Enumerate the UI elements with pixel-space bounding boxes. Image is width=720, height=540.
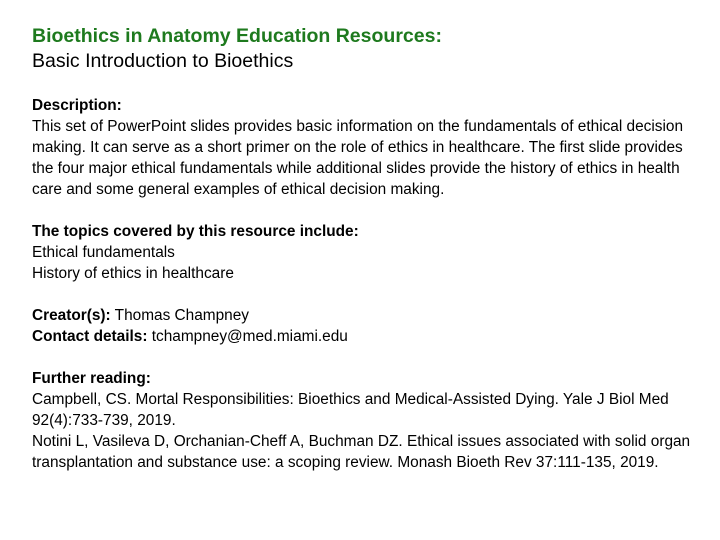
spacer: [32, 284, 692, 305]
topics-heading: The topics covered by this resource include:: [32, 223, 359, 240]
description-heading: Description:: [32, 97, 122, 114]
slide-content: [32, 24, 692, 473]
slide-title: Bioethics in Anatomy Education Resources:: [32, 25, 442, 47]
topic-item-history-of-ethics: History of ethics in healthcare: [32, 265, 234, 282]
contact-line: [32, 326, 692, 347]
topic-item-ethical-fundamentals: Ethical fundamentals: [32, 244, 175, 261]
spacer: [32, 200, 692, 221]
contact-value: tchampney@med.miami.edu: [147, 328, 348, 345]
slide-subtitle: Basic Introduction to Bioethics: [32, 50, 294, 72]
further-reading-heading: Further reading:: [32, 370, 151, 387]
spacer: [32, 347, 692, 368]
description-text: This set of PowerPoint slides provides basic information on the fundamentals of ethical decision making. It can serve as a short primer on the role of ethics in healthcare. The first slide provides the four major ethical fundamentals while additional slides provide the history of ethics in health care and some general examples of ethical decision making.: [32, 118, 684, 198]
creator-line: [32, 305, 692, 326]
creator-label: Creator(s):: [32, 307, 111, 324]
spacer: [32, 74, 692, 95]
reference-notini: Notini L, Vasileva D, Orchanian-Cheff A, Buchman DZ. Ethical issues associated with solid organ transplantation and substance use: a scoping review. Monash Bioeth Rev 37:111-135, 2019.: [32, 433, 691, 471]
contact-label: Contact details:: [32, 328, 148, 345]
reference-campbell: Campbell, CS. Mortal Responsibilities: Bioethics and Medical-Assisted Dying. Yale J Biol Med 92(4):733-739, 2019.: [32, 391, 669, 429]
creator-value: Thomas Champney: [110, 307, 249, 324]
